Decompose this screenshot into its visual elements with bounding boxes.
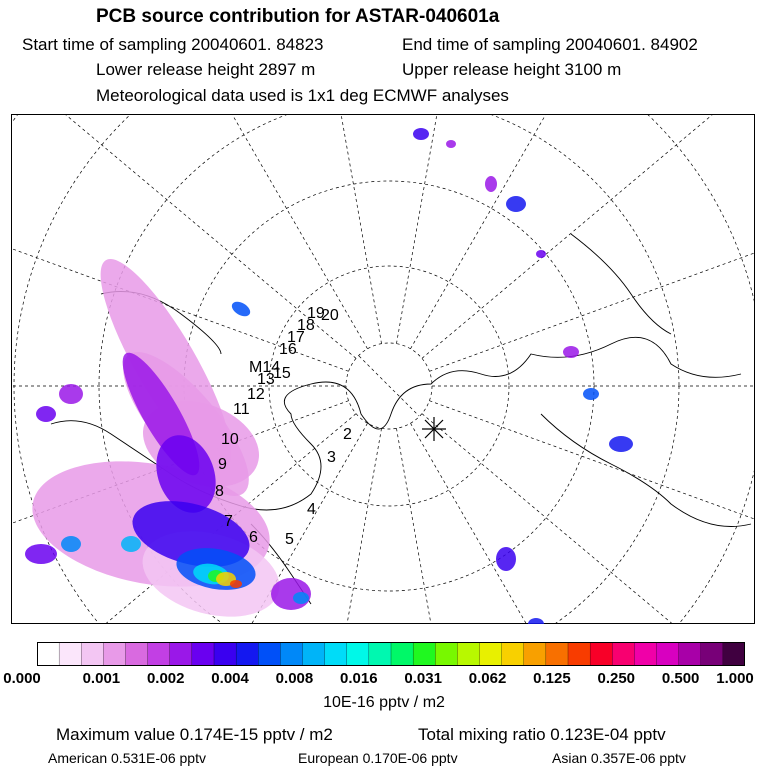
day-label-18: 18 — [297, 317, 315, 334]
color-scale-cell — [258, 642, 281, 666]
color-scale-cell — [325, 642, 348, 666]
color-scale-cell — [81, 642, 104, 666]
legend-tick-label: 0.001 — [82, 670, 121, 687]
color-scale-cell — [170, 642, 193, 666]
day-label-12: 12 — [247, 386, 265, 403]
color-scale-cell — [192, 642, 215, 666]
color-scale-cell — [435, 642, 458, 666]
concentration-patch — [446, 140, 456, 148]
color-scale-cell — [369, 642, 392, 666]
release-site-marker — [422, 417, 446, 441]
concentration-patch — [563, 346, 579, 358]
day-label-8: 8 — [215, 483, 224, 500]
color-scale-cell — [347, 642, 370, 666]
concentration-patch — [59, 384, 83, 404]
upper-height-label: Upper release height 3100 m — [402, 60, 622, 79]
color-scale-cell — [103, 642, 126, 666]
legend-tick-label: 0.031 — [404, 670, 442, 687]
end-time-label: End time of sampling 20040601. 84902 — [402, 35, 698, 54]
legend-tick-label: 0.062 — [468, 670, 507, 687]
day-label-17: 17 — [287, 329, 305, 346]
legend-tick-label: 1.000 — [716, 670, 754, 687]
lower-height-label: Lower release height 2897 m — [96, 60, 316, 79]
concentration-patch — [536, 250, 546, 258]
day-label-6: 6 — [249, 529, 258, 546]
concentration-patch — [583, 388, 599, 400]
legend-tick-label: 0.125 — [533, 670, 571, 687]
color-scale-cell — [701, 642, 724, 666]
color-scale-cell — [502, 642, 525, 666]
color-scale-cell — [303, 642, 326, 666]
color-scale-cell — [524, 642, 547, 666]
polar-map — [11, 114, 755, 624]
day-label-5: 5 — [285, 531, 294, 548]
day-label-11: 11 — [233, 401, 250, 418]
concentration-patch — [61, 536, 81, 552]
asian-contribution: Asian 0.357E-06 pptv — [552, 750, 686, 766]
color-scale-cell — [457, 642, 480, 666]
color-scale-cell — [723, 642, 745, 666]
color-scale-bar — [37, 642, 745, 666]
day-label-M14: M14 — [249, 359, 281, 376]
day-label-15: 15 — [273, 365, 291, 382]
legend-tick-label: 0.008 — [275, 670, 314, 687]
color-scale-cell — [657, 642, 680, 666]
european-contribution: European 0.170E-06 pptv — [298, 750, 458, 766]
day-label-4: 4 — [307, 501, 316, 518]
met-data-label: Meteorological data used is 1x1 deg ECMWF analyses — [96, 86, 509, 105]
concentration-patch — [485, 176, 497, 192]
legend-tick-label: 0.000 — [3, 670, 41, 687]
color-scale-cell — [590, 642, 613, 666]
start-time-label: Start time of sampling 20040601. 84823 — [22, 35, 324, 54]
day-label-10: 10 — [221, 431, 239, 448]
color-scale-cell — [126, 642, 149, 666]
concentration-patch — [293, 592, 309, 604]
color-scale-cell — [568, 642, 591, 666]
concentration-patch — [496, 547, 516, 571]
american-contribution: American 0.531E-06 pptv — [48, 750, 206, 766]
color-scale-cell — [679, 642, 702, 666]
day-label-2: 2 — [343, 426, 352, 443]
day-label-16: 16 — [279, 341, 297, 358]
color-scale-cell — [480, 642, 503, 666]
color-scale-cell — [148, 642, 171, 666]
color-scale-cell — [37, 642, 60, 666]
day-label-9: 9 — [218, 456, 227, 473]
color-scale-cell — [59, 642, 82, 666]
color-scale-cell — [612, 642, 635, 666]
day-label-3: 3 — [327, 449, 336, 466]
color-scale-cell — [413, 642, 436, 666]
legend-tick-label: 0.002 — [146, 670, 185, 687]
legend-tick-label: 0.250 — [597, 670, 636, 687]
day-label-20: 20 — [321, 307, 339, 324]
legend-tick-label: 0.004 — [211, 670, 249, 687]
max-value-label: Maximum value 0.174E-15 pptv / m2 — [56, 725, 333, 744]
color-scale-cell — [214, 642, 237, 666]
color-scale-cell — [391, 642, 414, 666]
legend-tick-label: 0.016 — [340, 670, 378, 687]
map-title: PCB source contribution for ASTAR-040601a — [96, 6, 500, 27]
legend-unit: 10E-16 pptv / m2 — [323, 694, 445, 711]
color-scale-cell — [280, 642, 303, 666]
legend-tick-label: 0.500 — [661, 670, 700, 687]
color-scale-cell — [634, 642, 657, 666]
total-mixing-label: Total mixing ratio 0.123E-04 pptv — [418, 725, 666, 744]
concentration-patch — [230, 580, 242, 588]
concentration-patch — [121, 536, 141, 552]
concentration-patch — [609, 436, 633, 452]
concentration-patch — [36, 406, 56, 422]
day-label-7: 7 — [224, 513, 233, 530]
concentration-patch — [506, 196, 526, 212]
concentration-patch — [413, 128, 429, 140]
concentration-patch — [25, 544, 57, 564]
day-label-19: 19 — [307, 305, 325, 322]
color-scale-cell — [546, 642, 569, 666]
day-label-13: 13 — [257, 371, 275, 388]
color-scale-cell — [236, 642, 259, 666]
